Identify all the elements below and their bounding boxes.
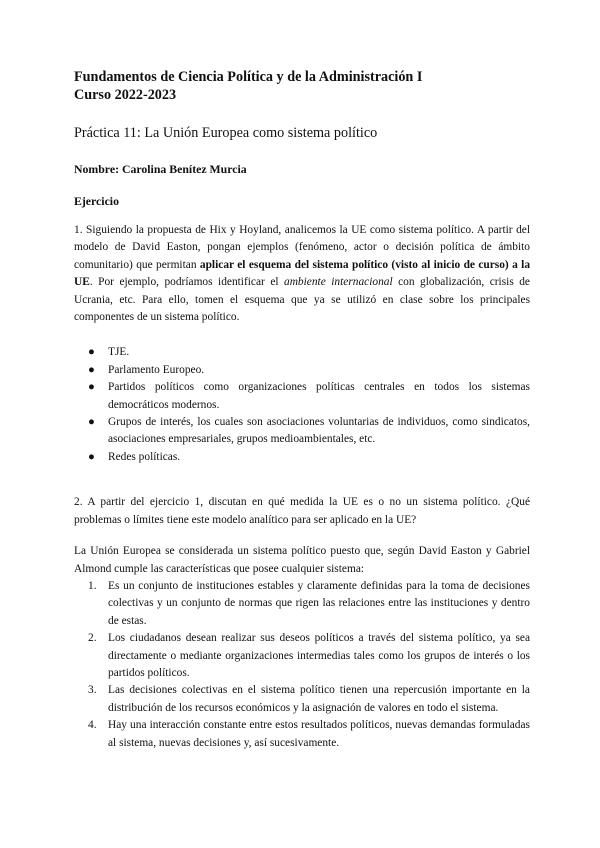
bullet-icon: ● bbox=[88, 363, 95, 376]
list-item: ● Partidos políticos como organizaciones políticas centrales en todos los sistemas democráticos modernos. bbox=[88, 381, 530, 411]
characteristics-list bbox=[74, 578, 530, 752]
components-list bbox=[74, 344, 530, 466]
bullet-icon: ● bbox=[88, 381, 95, 394]
list-item: ● Parlamento Europeo. bbox=[74, 362, 530, 379]
q1-bold-text: aplicar el esquema del sistema político (visto al inicio de curso) a la UE bbox=[74, 258, 531, 289]
document-page bbox=[74, 68, 530, 752]
list-item: 4. Hay una interacción constante entre estos resultados políticos, nuevas demandas formuladas al sistema, nuevas decisiones y, así sucesivamente. bbox=[88, 719, 530, 749]
list-item: 3. Las decisiones colectivas en el sistema político tienen una repercusión importante en la distribución de los recursos económicos y la asignación de valores en todo el sistema. bbox=[88, 684, 530, 714]
practice-title: Práctica 11: La Unión Europea como sistema político bbox=[74, 125, 378, 141]
list-item: ● TJE. bbox=[74, 344, 530, 361]
q1-text-part2: . Por ejemplo, podríamos identificar el bbox=[89, 276, 285, 289]
student-name: Nombre: Carolina Benítez Murcia bbox=[74, 162, 247, 176]
bullet-icon: ● bbox=[88, 346, 95, 359]
question-2: 2. A partir del ejercicio 1, discutan en qué medida la UE es o no un sistema político. ¿Qué problemas o límites tiene este modelo analítico para ser aplicado en la UE? bbox=[74, 496, 530, 526]
course-year: Curso 2022-2023 bbox=[74, 87, 177, 103]
bullet-icon: ● bbox=[88, 450, 95, 463]
list-item: ● Grupos de interés, los cuales son asociaciones voluntarias de individuos, como sindicatos, asociaciones empresariales, grupos medioambientales, etc. bbox=[88, 416, 530, 446]
question-1 bbox=[74, 222, 530, 326]
list-item: 2. Los ciudadanos desean realizar sus deseos políticos a través del sistema político, ya sea directamente o mediante organizaciones intermedias tales como los grupos de interés o los partidos políticos. bbox=[88, 632, 530, 679]
answer-intro: La Unión Europea se considerada un sistema político puesto que, según David Easton y Gabriel Almond cumple las características que posee cualquier sistema: bbox=[74, 545, 530, 575]
list-item: ● Redes políticas. bbox=[74, 449, 530, 466]
bullet-icon: ● bbox=[88, 416, 95, 429]
exercise-label: Ejercicio bbox=[74, 194, 119, 208]
q1-text-part1: 1. Siguiendo la propuesta de Hix y Hoyland, analicemos la UE como sistema político. A partir del modelo de David Easton, pongan ejemplos (fenómeno, actor o decisión política de ámbito comunitario) que permitan bbox=[74, 224, 530, 271]
q1-text-part3: con globalización, crisis de Ucrania, etc. Para ello, tomen el esquema que ya se utilizó en clase sobre los principales componentes de un sistema político. bbox=[74, 276, 530, 324]
course-title: Fundamentos de Ciencia Política y de la Administración I bbox=[74, 69, 423, 85]
list-item: 1. Es un conjunto de instituciones estables y claramente definidas para la toma de decisiones colectivas y un conjunto de normas que rigen las relaciones entre las instituciones y dentro de estas. bbox=[88, 579, 530, 627]
q1-italic-text: ambiente internacional bbox=[284, 276, 393, 289]
